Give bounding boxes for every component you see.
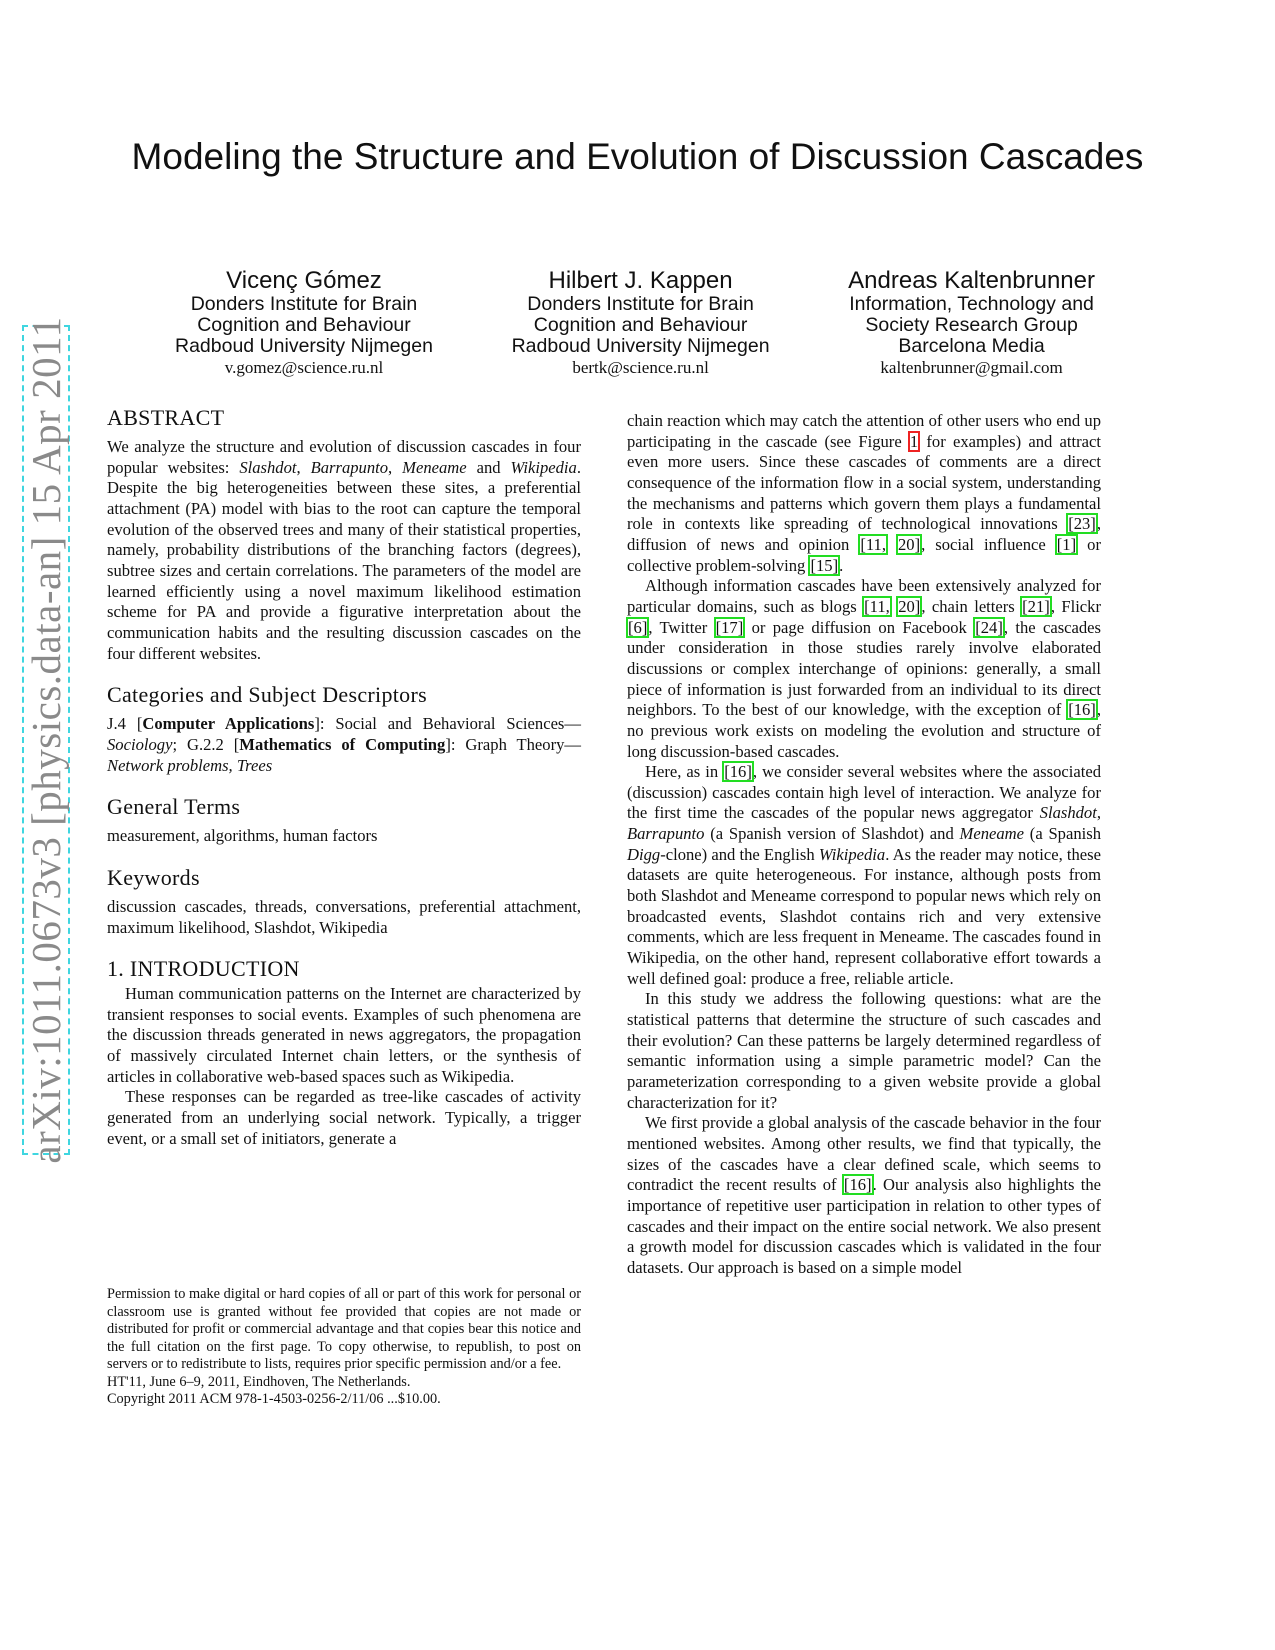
- section-heading: ABSTRACT: [107, 405, 225, 430]
- author-affiliation: Radboud University Nijmegen: [511, 335, 770, 357]
- section-heading: Keywords: [107, 864, 200, 890]
- paragraph: In this study we address the following questions: what are the statistical patterns that determine the structure of such cascades and their evolution? Can these patterns be largely determined regardless of semantic information using a simple parametric model? Can the parameterization corresponding to a given website provide a global characterization for it?: [627, 989, 1101, 1112]
- citation-link[interactable]: [24]: [975, 617, 1003, 637]
- author-email: kaltenbrunner@gmail.com: [880, 358, 1063, 377]
- author-affiliation: Society Research Group: [865, 314, 1078, 336]
- citation-link[interactable]: [11,: [864, 596, 890, 616]
- author-affiliation: Cognition and Behaviour: [533, 314, 748, 336]
- section-heading: Categories and Subject Descriptors: [107, 682, 427, 708]
- paragraph: discussion cascades, threads, conversations, preferential attachment, maximum likelihood, Slashdot, Wikipedia: [107, 896, 581, 937]
- citation-link[interactable]: [15]: [810, 555, 839, 575]
- citation-link[interactable]: [16]: [1068, 700, 1096, 720]
- arxiv-stamp-link[interactable]: [22, 316, 70, 1164]
- paragraph: We analyze the structure and evolution of discussion cascades in four popular websites: Slashdot, Barrapunto, Meneame and Wikipedia. Despite the big heterogeneities between these sites, a preferential attachment (PA) model with bias to the root can capture the temporal evolution of the observed trees and many of their statistical properties, namely, probability distributions of the branching factors (degrees), subtree sizes and certain correlations. The parameters of the model are learned efficiently using a novel maximum likelihood estimation scheme for PA and provide a figurative interpretation about the communication habits and the resulting discussion cascades on the four different websites.: [107, 437, 581, 663]
- italic-text: Slashdot: [239, 457, 297, 477]
- paper-title: Modeling the Structure and Evolution of Discussion Cascades: [131, 136, 1144, 177]
- italic-text: Sociology: [107, 734, 173, 754]
- italic-text: Barrapunto: [627, 824, 705, 844]
- introduction-section: [107, 956, 581, 1149]
- italic-text: Meneame: [402, 457, 467, 477]
- author-email: v.gomez@science.ru.nl: [224, 358, 384, 377]
- introduction-body: [107, 984, 581, 1149]
- italic-text: Barrapunto: [310, 457, 389, 477]
- copyright-footnote: [107, 1286, 581, 1409]
- categories-section: [107, 682, 581, 776]
- keywords-section: [107, 865, 581, 938]
- citation-link[interactable]: [16]: [724, 762, 752, 782]
- left-column: [107, 405, 581, 1149]
- section-heading: General Terms: [107, 794, 241, 820]
- author-block: [175, 268, 433, 379]
- paragraph: chain reaction which may catch the attention of other users who end up participating in the cascade (see Figure 1 for examples) and attract even more users. Since these cascades of comments are a direct consequence of the information flow in a social system, understanding the mechanisms and patterns which govern them plays a fundamental role in contexts like spreading of technological innovations [23], diffusion of news and opinion [11, 20], social influence [1] or collective problem-solving [15].: [627, 411, 1101, 575]
- italic-text: Network problems, Trees: [107, 755, 273, 775]
- conference-info: HT'11, June 6–9, 2011, Eindhoven, The Netherlands.: [107, 1373, 411, 1390]
- copyright-info: Copyright 2011 ACM 978-1-4503-0256-2/11/06 ...$10.00.: [107, 1391, 441, 1407]
- author-name: Vicenç Gómez: [226, 267, 382, 294]
- author-block: [512, 268, 770, 379]
- italic-text: Digg: [627, 844, 661, 864]
- paragraph: These responses can be regarded as tree-like cascades of activity generated from an underlying social network. Typically, a trigger event, or a small set of initiators, generate a: [107, 1087, 581, 1148]
- citation-link[interactable]: [17]: [715, 617, 744, 637]
- abstract-section: [107, 405, 581, 664]
- general-terms-body: [107, 826, 581, 847]
- author-name: Andreas Kaltenbrunner: [848, 267, 1095, 294]
- abstract-body: [107, 437, 581, 664]
- author-affiliation: Radboud University Nijmegen: [175, 335, 433, 357]
- paragraph: Human communication patterns on the Internet are characterized by transient responses to social events. Examples of such phenomena are the discussion threads generated in news aggregators, the propagation of massively circulated Internet chain letters, or the synthesis of articles in collaborative web-based spaces such as Wikipedia.: [107, 984, 581, 1086]
- general-terms-section: [107, 794, 581, 847]
- paragraph: measurement, algorithms, human factors: [107, 826, 378, 846]
- bold-text: Computer Applications: [142, 714, 315, 734]
- author-affiliation: Donders Institute for Brain: [190, 293, 418, 315]
- author-block: [848, 268, 1095, 379]
- paragraph: Although information cascades have been extensively analyzed for particular domains, such as blogs [11, 20], chain letters [21], Flickr [6], Twitter [17] or page diffusion on Facebook [24], the cascades under consideration in those studies rarely involve elaborated discussions or complex interchange of opinions: generally, a small piece of information is just forwarded from an individual to its direct neighbors. To the best of our knowledge, with the exception of [16], no previous work exists on modeling the evolution and structure of long discussion-based cascades.: [627, 576, 1102, 761]
- italic-text: Wikipedia: [818, 844, 886, 864]
- author-list: [175, 268, 1095, 379]
- paragraph: Here, as in [16], we consider several websites where the associated (discussion) cascades contain high level of interaction. We analyze for the first time the cascades of the popular news aggregator Slashdot, Barrapunto (a Spanish version of Slashdot) and Meneame (a Spanish Digg-clone) and the English Wikipedia. As the reader may notice, these datasets are quite heterogeneous. For instance, although posts from both Slashdot and Meneame correspond to popular news which rely on broadcasted events, Slashdot contains rich and very extensive comments, which are less frequent in Meneame. The cascades found in Wikipedia, on the other hand, represent collaborative effort towards a well defined goal: produce a free, reliable article.: [627, 762, 1101, 988]
- permission-notice: Permission to make digital or hard copies of all or part of this work for personal or classroom use is granted without fee provided that copies are not made or distributed for profit or commercial advantage and that copies bear this notice and the full citation on the first page. To copy otherwise, to republish, to post on servers or to redistribute to lists, requires prior specific permission and/or a fee.: [107, 1286, 581, 1372]
- bold-text: Mathematics of Computing: [239, 734, 446, 754]
- section-heading: 1. INTRODUCTION: [107, 956, 300, 982]
- author-email: bertk@science.ru.nl: [572, 358, 709, 377]
- author-affiliation: Cognition and Behaviour: [197, 314, 411, 336]
- citation-link[interactable]: [6]: [628, 617, 648, 637]
- author-affiliation: Donders Institute for Brain: [527, 293, 754, 315]
- citation-link[interactable]: 20]: [898, 596, 921, 616]
- author-affiliation: Information, Technology and: [849, 293, 1094, 315]
- author-name: Hilbert J. Kappen: [548, 267, 733, 294]
- introduction-continued: [627, 411, 1101, 1279]
- italic-text: Wikipedia: [510, 457, 577, 477]
- citation-link[interactable]: [16]: [843, 1175, 872, 1195]
- citation-link[interactable]: [11,: [860, 534, 886, 554]
- figure-reference-link[interactable]: 1: [909, 431, 919, 451]
- paragraph: J.4 [Computer Applications]: Social and Behavioral Sciences—Sociology; G.2.2 [Mathematics of Computing]: Graph Theory—Network problems, Trees: [107, 714, 581, 775]
- keywords-body: [107, 897, 581, 938]
- paragraph: We first provide a global analysis of the cascade behavior in the four mentioned websites. Among other results, we find that typically, the sizes of the cascades have a clear defined scale, which seems to contradict the recent results of [16]. Our analysis also highlights the importance of repetitive user participation in relation to other types of cascades and their impact on the entire social network. We also present a growth model for discussion cascades which is validated in the four datasets. Our approach is based on a simple model: [627, 1113, 1101, 1277]
- citation-link[interactable]: [21]: [1022, 596, 1050, 616]
- categories-body: [107, 714, 581, 776]
- citation-link[interactable]: [23]: [1068, 514, 1096, 534]
- italic-text: Slashdot: [1039, 803, 1097, 823]
- italic-text: Meneame: [959, 824, 1025, 844]
- arxiv-stamp-text: arXiv:1011.0673v3 [physics.data-an] 15 Apr 2011: [23, 316, 69, 1164]
- author-affiliation: Barcelona Media: [898, 335, 1045, 357]
- citation-link[interactable]: [1]: [1056, 534, 1077, 554]
- right-column: [627, 411, 1101, 1279]
- citation-link[interactable]: 20]: [898, 534, 921, 554]
